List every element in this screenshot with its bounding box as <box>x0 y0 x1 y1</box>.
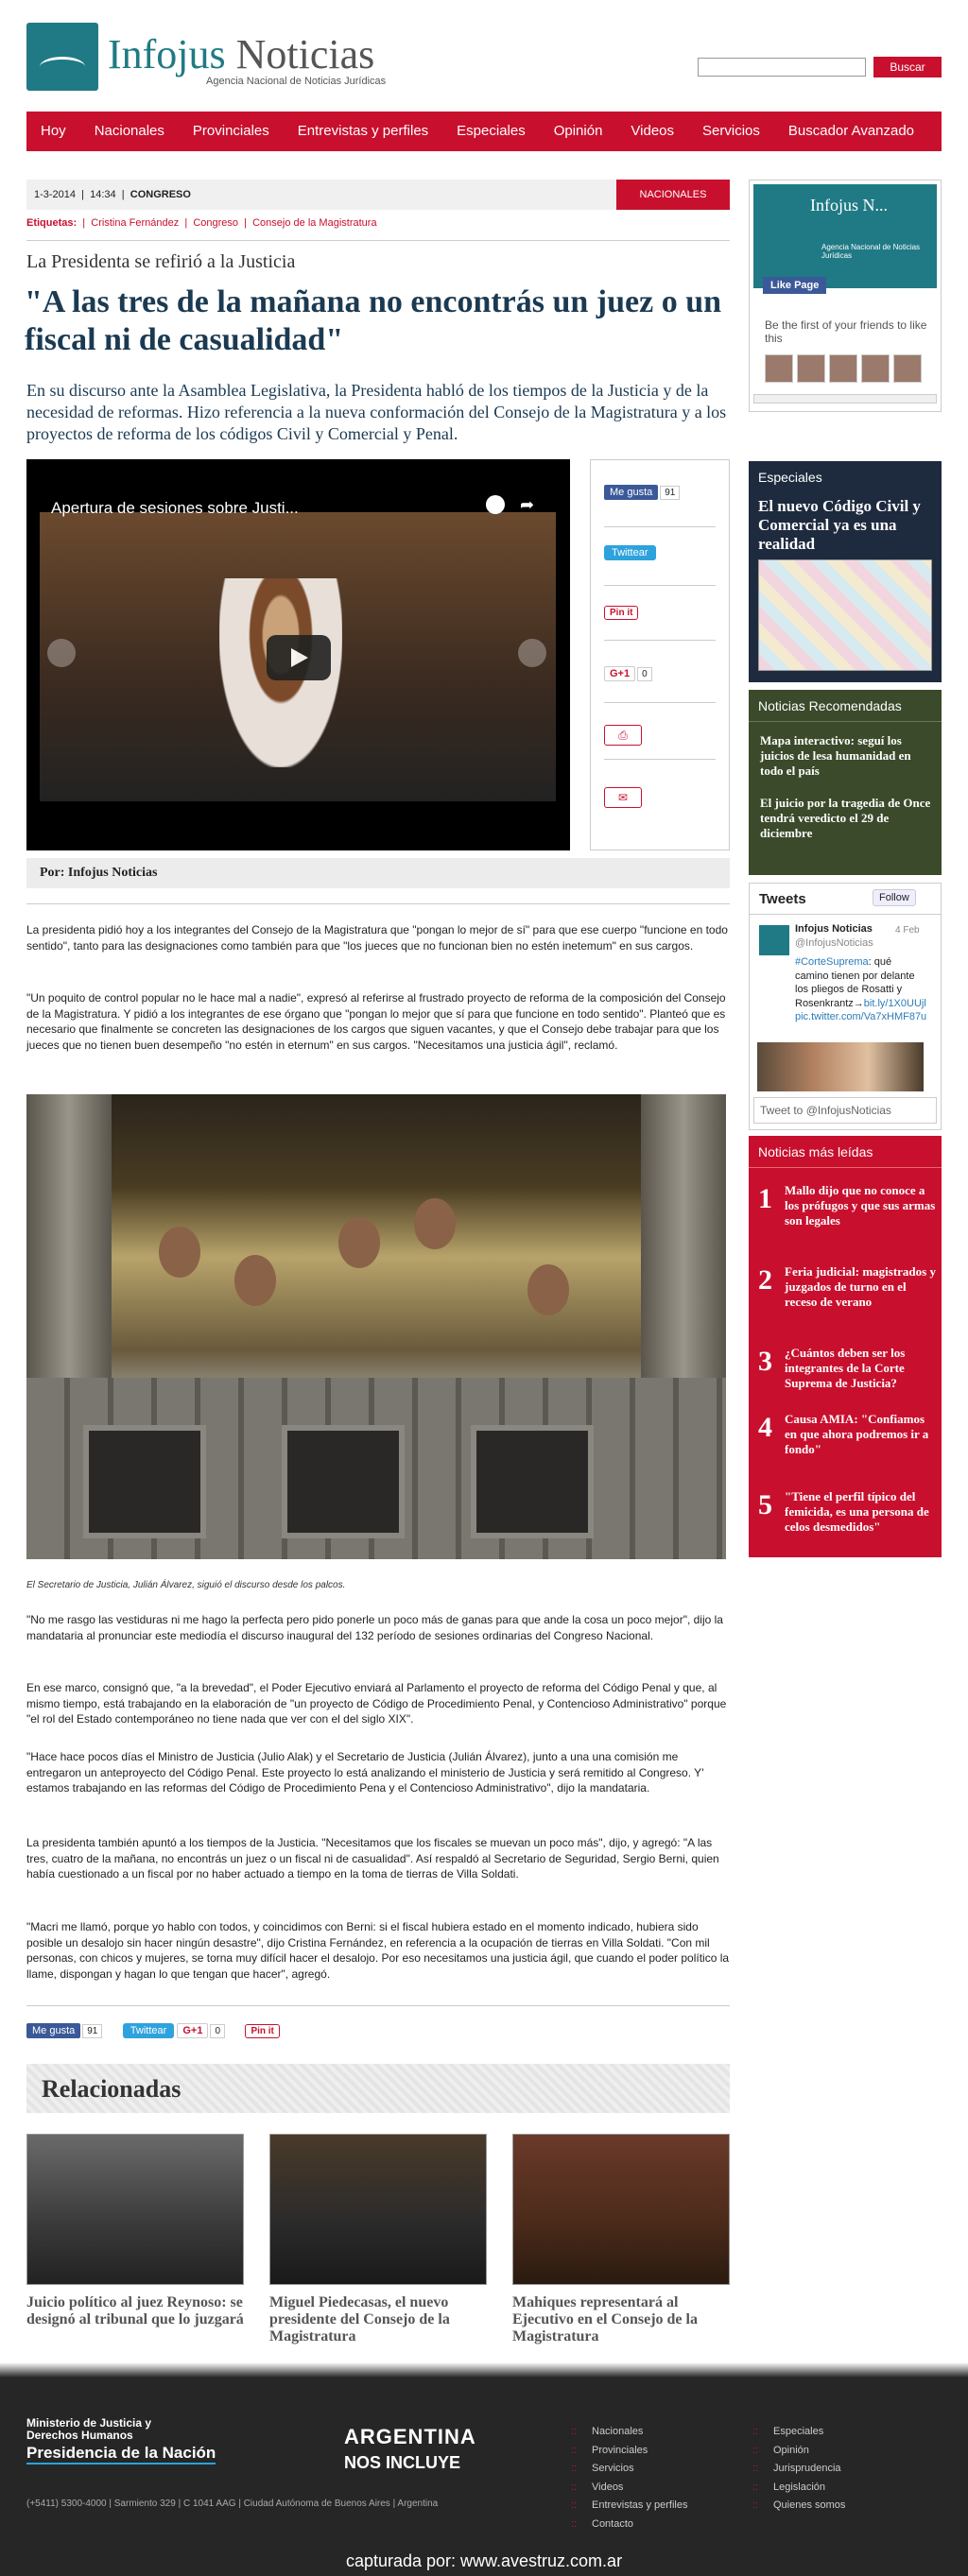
fb-cover-text: Agencia Nacional de Noticias Jurídicas <box>821 243 921 260</box>
gplus-button[interactable]: G+1 <box>604 666 635 681</box>
footer-address: (+5411) 5300-4000 | Sarmiento 329 | C 1041 AAG | Ciudad Autónoma de Buenos Aires | Argentina <box>26 2499 439 2509</box>
divider <box>26 2005 730 2006</box>
avatar[interactable] <box>829 354 857 383</box>
share-icon[interactable]: ➦ <box>520 495 535 514</box>
gplus-button[interactable]: G+1 <box>177 2023 208 2038</box>
print-row <box>604 725 642 746</box>
fb-faces <box>765 354 922 383</box>
divider <box>26 903 730 904</box>
rank-number: 1 <box>758 1183 772 1214</box>
pin-button[interactable]: Pin it <box>604 606 638 620</box>
article-photo <box>26 1094 726 1559</box>
footer-shadow <box>0 2362 968 2378</box>
tags-label: Etiquetas: <box>26 217 78 229</box>
rank-number: 2 <box>758 1264 772 1296</box>
prev-arrow-icon[interactable] <box>47 639 76 667</box>
divider <box>604 702 716 703</box>
footer-link[interactable]: :: Videos <box>571 2479 687 2498</box>
especiales-image[interactable] <box>758 559 932 671</box>
paragraph: En ese marco, consignó que, "a la brevedad", el Poder Ejecutivo enviará al Parlamento el proyecto de reforma del Código Penal y que, al mismo tiempo, está trabajando en la elaboración de "un proyecto de Código de Procedimiento Penal, y Contencioso Administrativo" porque "el rol del Estado contemporáneo no tiene nada que ver con el del siglo XIX". <box>26 1681 727 1726</box>
pin-button[interactable]: Pin it <box>245 2024 279 2038</box>
logo-icon[interactable] <box>26 23 98 91</box>
tweet-link[interactable]: bit.ly/1X0UUjl <box>863 997 926 1009</box>
nav-nacionales[interactable]: Nacionales <box>94 123 164 139</box>
tweet-text <box>795 955 927 1024</box>
bottom-share-row <box>26 2023 280 2038</box>
tweet-button[interactable]: Twittear <box>604 545 656 560</box>
photo-grill <box>282 1425 405 1538</box>
footer-links-col-1 <box>571 2423 687 2533</box>
main-nav <box>26 112 942 151</box>
article-lead: En su discurso ante la Asamblea Legislativa, la Presidenta habló de los tiempos de la Justicia y de la necesidad de reformas. Hizo referencia a la nueva conformación del Consejo de la Magistratura y a los proyectos de reforma de los códigos Civil y Comercial y Penal. <box>26 381 727 443</box>
watch-later-icon[interactable] <box>486 495 505 514</box>
nav-entrevistas[interactable]: Entrevistas y perfiles <box>297 123 429 139</box>
email-icon[interactable]: ✉ <box>604 787 642 808</box>
tweet-row <box>604 545 656 560</box>
paragraph: "Hace hace pocos días el Ministro de Justicia (Julio Alak) y el Secretario de Justicia (Julián Álvarez), junto a una una comisión me entregaron un anteproyecto del Código Penal. Este proyecto lo está analizando el ministerio de Justicia y será remitido al Congreso. Y' estamos trabajando en las reformas del Código de Procedimiento Pena y el Contencioso Administrativo", dijo la mandataria. <box>26 1750 704 1795</box>
footer-ministerio[interactable]: Ministerio de Justicia y Derechos Humanos <box>26 2416 152 2442</box>
related-title-link[interactable]: Miguel Piedecasas, el nuevo presidente del Consejo de la Magistratura <box>269 2294 450 2344</box>
capture-credit: capturada por: www.avestruz.com.ar <box>345 2551 623 2570</box>
divider <box>750 914 941 915</box>
footer-incluye: NOS INCLUYE <box>344 2453 461 2472</box>
tweet-handle[interactable]: @InfojusNoticias <box>795 937 873 949</box>
divider <box>604 640 716 641</box>
pin-row <box>604 606 638 620</box>
footer-link[interactable]: :: Opinión <box>752 2442 845 2461</box>
play-icon[interactable] <box>267 635 331 680</box>
related-title-link[interactable]: Juicio político al juez Reynoso: se designó al tribunal que lo juzgará <box>26 2294 244 2327</box>
paragraph: "Macri me llamó, porque yo hablo con todos, y coincidimos con Berni: si el fiscal hubiera estado en el momento indicado, hubiera sido posible un desalojo sin hacer ningún desastre", dijo Cristina Fernández, en referencia a la ocupación de tierras en Villa Soldati. "Con mil personas, con chicos y mujeres, se torna muy difícil hacer el desalojo. Por eso necesitamos una justicia ágil, que cuando el poder político la llame, dispongan y hagan lo que tengan que hacer", agregó. <box>26 1920 730 1981</box>
avatar[interactable] <box>759 925 789 955</box>
tag-link[interactable]: Consejo de la Magistratura <box>252 217 377 229</box>
photo-person <box>414 1198 456 1249</box>
rank-number: 3 <box>758 1346 772 1377</box>
byline: Por: Infojus Noticias <box>26 858 730 888</box>
paragraph: "Un poquito de control popular no le hace mal a nadie", expresó al referirse al frustrado proyecto de reforma de la composición del Consejo de la Magistratura. Y pidió a los integrantes de ese órgano que "pongan lo mejor que sí para que funcione en todo sentido". Planteó que es necesario que finalmente se concreten las designaciones de los cargos que siguen vacantes, y que el Consejo debe trabajar para que los jueces que no tienen buen desempeño "no estén in eternum" en sus cargos. "Necesitamos una justicia ágil", reclamó. <box>26 991 726 1052</box>
related-title-link[interactable]: Mahiques representará al Ejecutivo en el Consejo de la Magistratura <box>512 2294 698 2344</box>
avatar[interactable] <box>797 354 825 383</box>
list-item-link[interactable]: Mallo dijo que no conoce a los prófugos y que sus armas son legales <box>785 1183 936 1228</box>
photo-person <box>338 1217 380 1268</box>
related-image[interactable] <box>26 2134 244 2285</box>
divider <box>604 526 716 527</box>
tweet-input[interactable]: Tweet to @InfojusNoticias <box>753 1097 937 1124</box>
search-input[interactable] <box>698 58 866 77</box>
recomendada-link[interactable]: Mapa interactivo: seguí los juicios de lesa humanidad en todo el país <box>760 733 911 778</box>
footer-link[interactable]: :: Nacionales <box>571 2423 687 2442</box>
follow-button[interactable]: Follow <box>873 889 916 906</box>
fb-friends-text: Be the first of your friends to like this <box>765 318 927 345</box>
footer-link[interactable]: :: Provinciales <box>571 2442 687 2461</box>
photo-caption: El Secretario de Justicia, Julián Álvarez, siguió el discurso desde los palcos. <box>26 1580 346 1590</box>
mas-leidas-box <box>749 1136 942 1557</box>
footer-link[interactable]: :: Contacto <box>571 2516 687 2534</box>
paragraph: La presidenta también apuntó a los tiempos de la Justicia. "Necesitamos que los fiscales se muevan un poco más", dijo, y agregó: "A las tres, cuatro de la mañana, no encontrás un juez o un fiscal ni de casualidad". Así respaldó al Secretario de Seguridad, Sergio Berni, quien había cuestionado a un fiscal por no haber actuado a tiempo en la toma de tierras de Villa Soldati. <box>26 1836 719 1880</box>
photo-grill <box>83 1425 206 1538</box>
especiales-title: Especiales <box>758 470 822 485</box>
fb-like-button[interactable]: Me gusta <box>26 2023 80 2038</box>
photo-person <box>159 1227 200 1278</box>
fb-like-row <box>604 485 680 500</box>
paragraph: "No me rasgo las vestiduras ni me hago la perfecta pero pido ponerle un poco más de ganas para que ande la cosa un poco mejor", dijo la mandataria al pronunciar este mediodía el discurso inaugural del 132 período de sesiones ordinarias del Congreso Nacional. <box>26 1613 723 1642</box>
list-item-link[interactable]: ¿Cuántos deben ser los integrantes de la Corte Suprema de Justicia? <box>785 1346 906 1390</box>
footer-link[interactable]: :: Quienes somos <box>752 2497 845 2516</box>
fb-like-page-button[interactable]: Like Page <box>763 277 826 294</box>
nav-opinion[interactable]: Opinión <box>553 123 603 139</box>
article-date: 1-3-2014 <box>34 189 77 200</box>
related-title: Relacionadas <box>42 2075 182 2103</box>
recomendadas-box <box>749 690 942 875</box>
related-image[interactable] <box>269 2134 487 2285</box>
list-item-link[interactable]: "Tiene el perfil típico del femicida, es una persona de celos desmedidos" <box>785 1489 929 1534</box>
twitter-widget <box>749 883 942 1130</box>
mas-leidas-title: Noticias más leídas <box>749 1136 942 1168</box>
footer-link[interactable]: :: Entrevistas y perfiles <box>571 2497 687 2516</box>
photo-grill <box>471 1425 594 1538</box>
avatar[interactable] <box>861 354 890 383</box>
fb-count: 91 <box>660 486 680 500</box>
fb-cover[interactable] <box>753 184 937 291</box>
email-row <box>604 787 642 808</box>
especiales-box <box>749 461 942 682</box>
gplus-count: 0 <box>210 2024 225 2038</box>
article-headline: "A las tres de la mañana no encontrás un juez o un fiscal ni de casualidad" <box>25 284 722 357</box>
gplus-row <box>604 666 652 681</box>
recomendadas-title: Noticias Recomendadas <box>749 690 942 722</box>
tag-link[interactable]: Cristina Fernández <box>91 217 180 229</box>
site-logo[interactable]: Infojus Noticias <box>108 31 375 77</box>
footer-links-col-2 <box>752 2423 845 2516</box>
gplus-count: 0 <box>637 667 652 681</box>
especiales-headline[interactable]: El nuevo Código Civil y Comercial ya es una realidad <box>758 497 921 553</box>
avatar[interactable] <box>893 354 922 383</box>
footer-link[interactable]: :: Jurisprudencia <box>752 2460 845 2479</box>
tweet-button[interactable]: Twittear <box>123 2023 175 2038</box>
list-item-link[interactable]: Feria judicial: magistrados y juzgados de turno en el receso de verano <box>785 1264 936 1309</box>
article-time: 14:34 <box>90 189 116 200</box>
footer-link[interactable]: :: Especiales <box>752 2423 845 2442</box>
nav-servicios[interactable]: Servicios <box>702 123 760 139</box>
video-player[interactable] <box>26 459 570 850</box>
divider <box>604 759 716 760</box>
nav-provinciales[interactable]: Provinciales <box>192 123 269 139</box>
related-item[interactable] <box>26 2134 244 2328</box>
divider <box>604 585 716 586</box>
divider <box>26 240 730 241</box>
search-button[interactable]: Buscar <box>873 57 942 77</box>
next-arrow-icon[interactable] <box>518 639 546 667</box>
tweet-hashtag[interactable]: #CorteSuprema <box>795 956 869 968</box>
facebook-widget <box>749 180 942 412</box>
footer-presidencia[interactable]: Presidencia de la Nación <box>26 2444 216 2464</box>
fb-count: 91 <box>82 2024 102 2038</box>
photo-person <box>234 1255 276 1306</box>
footer-argentina: ARGENTINA <box>344 2425 476 2448</box>
article-section: CONGRESO <box>130 189 191 200</box>
rank-number: 5 <box>758 1489 772 1520</box>
nav-videos[interactable]: Videos <box>631 123 675 139</box>
nav-especiales[interactable]: Especiales <box>457 123 526 139</box>
rank-number: 4 <box>758 1412 772 1443</box>
share-box <box>590 459 730 850</box>
nav-buscador[interactable]: Buscador Avanzado <box>787 123 915 139</box>
list-item-link[interactable]: Causa AMIA: "Confiamos en que ahora podremos ir a fondo" <box>785 1412 929 1456</box>
category-badge[interactable]: NACIONALES <box>616 180 730 210</box>
nav-hoy[interactable]: Hoy <box>41 123 66 139</box>
tag-link[interactable]: Congreso <box>193 217 239 229</box>
fb-page-name[interactable]: Infojus N... <box>810 196 888 215</box>
logo-subtitle: Agencia Nacional de Noticias Jurídicas <box>206 76 387 87</box>
print-icon[interactable]: ⎙ <box>604 725 642 746</box>
paragraph: La presidenta pidió hoy a los integrantes del Consejo de la Magistratura que "pongan lo mejor de sí" para que ese cuerpo "funcione en todo sentido", tanto para las designaciones como también para que "los jueces que no funcionan bien no estén inetemum" en sus cargos. <box>26 923 728 953</box>
footer-link[interactable]: :: Legislación <box>752 2479 845 2498</box>
tweet-link[interactable]: pic.twitter.com/Va7xHMF87u <box>795 1011 927 1022</box>
recomendada-link[interactable]: El juicio por la tragedia de Once tendrá veredicto el 29 de diciembre <box>760 796 931 840</box>
video-title[interactable]: Apertura de sesiones sobre Justi... <box>51 499 299 517</box>
related-image[interactable] <box>512 2134 730 2285</box>
article-meta: 1-3-2014 | 14:34 | CONGRESO <box>26 180 730 210</box>
photo-person <box>527 1264 569 1315</box>
related-item[interactable] <box>269 2134 487 2345</box>
tags-row: Etiquetas: | Cristina Fernández | Congreso | Consejo de la Magistratura <box>26 217 377 229</box>
related-item[interactable] <box>512 2134 730 2345</box>
fb-like-button[interactable]: Me gusta <box>604 485 658 500</box>
related-header <box>26 2064 730 2113</box>
footer-link[interactable]: :: Servicios <box>571 2460 687 2479</box>
tweets-title: Tweets <box>759 891 806 907</box>
tweet-date[interactable]: 4 Feb <box>895 925 920 936</box>
avatar[interactable] <box>765 354 793 383</box>
scrollbar[interactable] <box>753 394 937 404</box>
tweet-body: : qué camino tienen por delante los pliegos de Rosatti y Rosenkrantz→ <box>795 956 915 1009</box>
tweet-author[interactable]: Infojus Noticias <box>795 923 873 935</box>
tweet-image[interactable] <box>757 1042 924 1091</box>
article-kicker: La Presidenta se refirió a la Justicia <box>26 251 296 272</box>
